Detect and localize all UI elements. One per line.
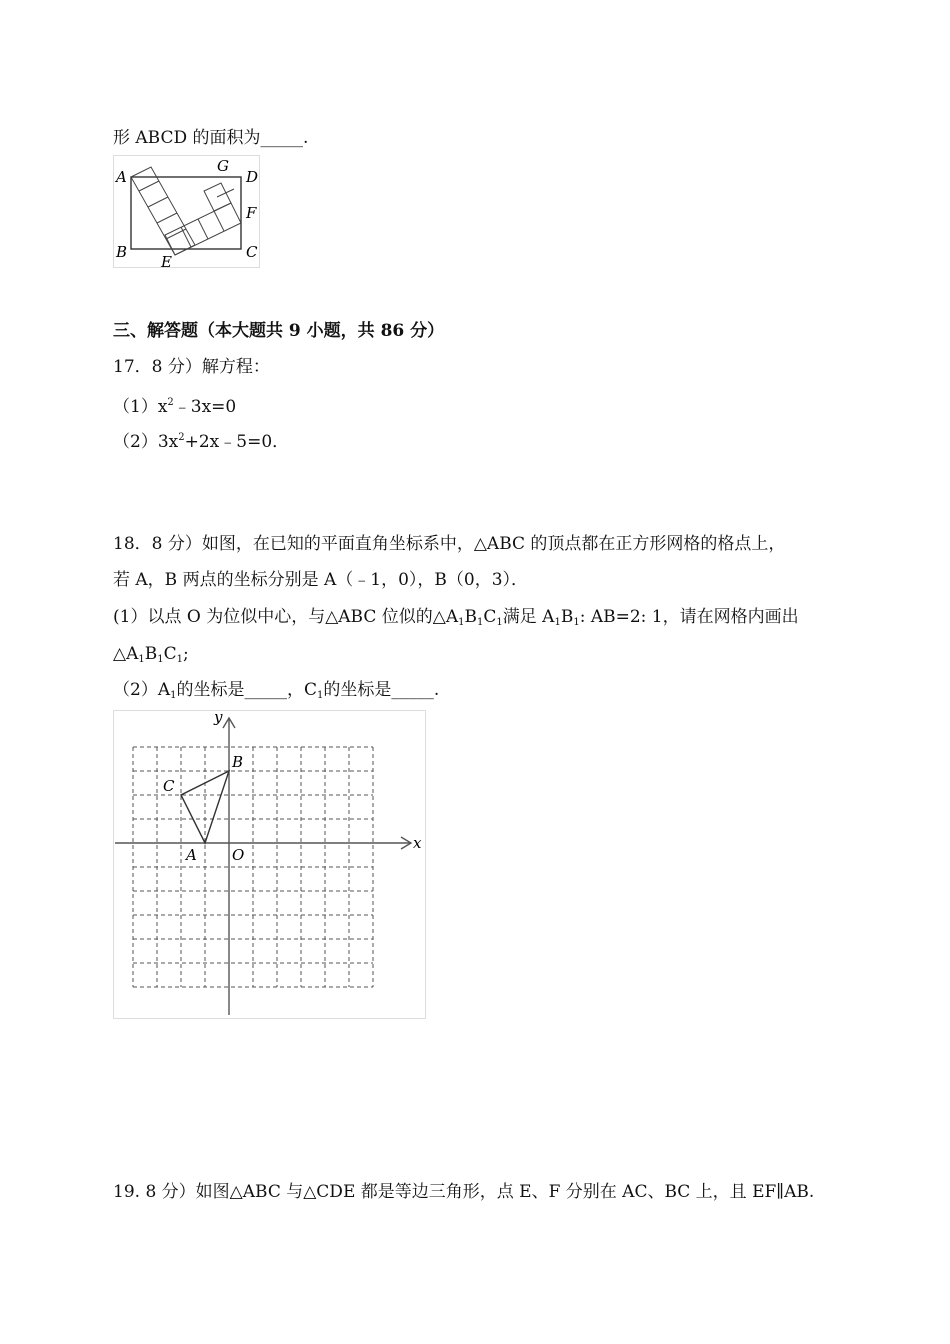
point-label-c: C (163, 777, 175, 795)
point-label-b: B (232, 753, 244, 771)
question18-part1: (1）以点 O 为位似中心，与△ABC 位似的$\triangle A_1B_1C_1$满足 $A_1B_1$: AB=2: 1，请在网格内画出 (113, 607, 799, 628)
question17-title: 17．8 分）解方程： (113, 357, 270, 377)
label-g: G (217, 157, 229, 175)
question17-part1: $(1)x^2﹣3x=0$ (113, 397, 237, 417)
origin-label-o: O (232, 846, 245, 864)
question18-line2: 若 A，B 两点的坐标分别是 A（﹣1，0），B（0，3）． (113, 570, 529, 590)
question17-part2: $(2)3x^2+2x﹣5=0$． (113, 432, 290, 452)
question19-line1: 19. 8 分）如图△ABC 与△CDE 都是等边三角形，点 E、F 分别在 AC、BC 上，且 EF∥AB. (113, 1182, 815, 1202)
section-heading: 三、解答题（本大题共 9 小题，共 86 分） (113, 321, 445, 341)
label-a: A (116, 168, 127, 186)
label-c: C (246, 243, 258, 261)
label-d: D (246, 168, 259, 186)
coordinate-grid-figure (113, 710, 428, 1022)
question18-line1: 18．8 分）如图，在已知的平面直角坐标系中，△ABC 的顶点都在正方形网格的格点上， (113, 534, 786, 554)
label-e: E (161, 253, 172, 270)
label-f: F (246, 204, 257, 222)
axis-label-y: y (214, 710, 223, 726)
question16-tail: 形 ABCD 的面积为_____. (113, 128, 309, 148)
label-b: B (116, 243, 128, 261)
question18-part2: $(2)A_1$的坐标是_____，$C_1$的坐标是_____. (113, 680, 440, 701)
point-label-a: A (186, 846, 197, 864)
question18-part1-cont: $\triangle A_1B_1C_1$; (113, 644, 189, 665)
rectangle-figure (113, 155, 263, 270)
axis-label-x: x (413, 834, 422, 852)
